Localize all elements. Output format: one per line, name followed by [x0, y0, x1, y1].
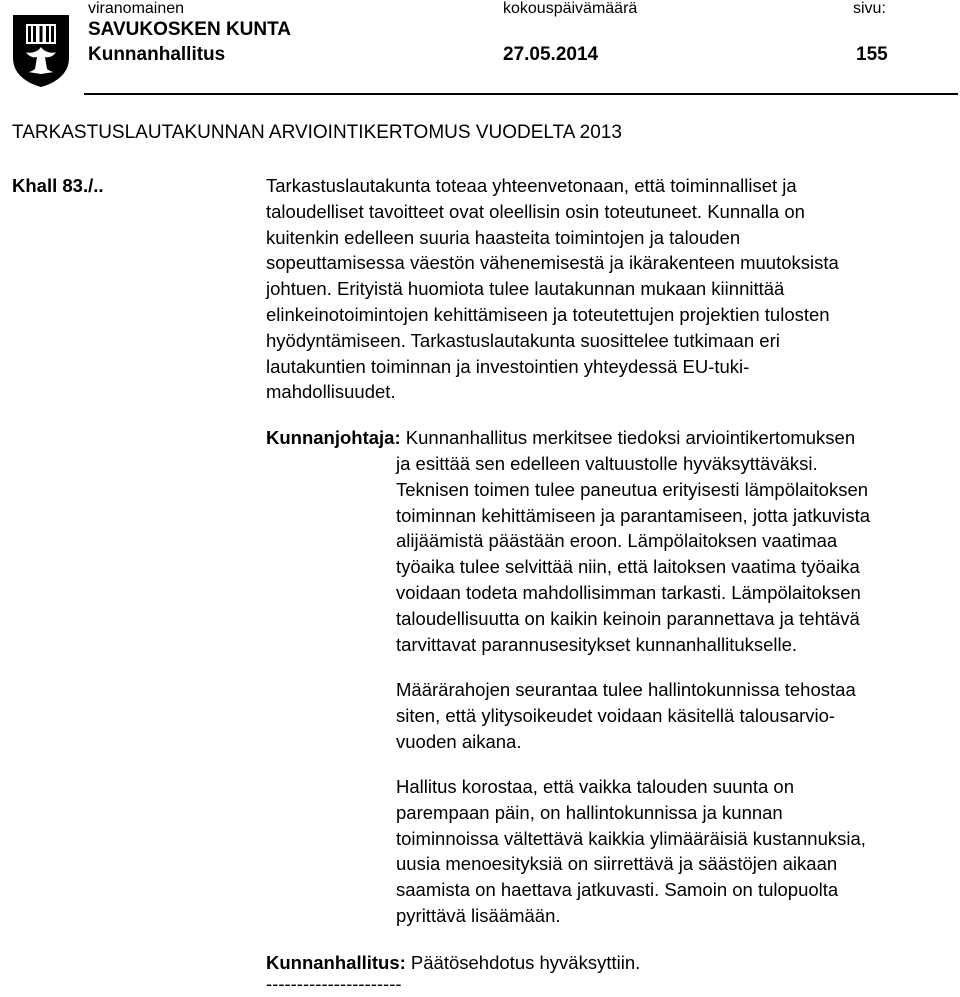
text-line: siten, että ylitysoikeudet voidaan käsitellä talousarvio- — [396, 704, 836, 726]
proposal-first-line — [266, 425, 960, 451]
budget-paragraph — [396, 677, 956, 754]
text-line: Määrärahojen seurantaa tulee hallintokunnissa tehostaa — [396, 679, 856, 700]
text-line: kuitenkin edelleen suuria haasteita toimintojen ja talouden — [266, 226, 741, 248]
separator-line: ---------------------- — [266, 973, 402, 994]
header-page-number: 155 — [856, 44, 888, 65]
proposal-label: Kunnanjohtaja: — [266, 427, 401, 448]
section-reference: Khall 83./.. — [12, 175, 104, 196]
header-date-label: kokouspäivämäärä — [503, 0, 638, 17]
text-line: parempaan päin, on hallintokunnissa ja kunnan — [396, 801, 783, 823]
text-line: saamista on haettava jatkuvasti. Samoin on tulopuolta — [396, 879, 839, 901]
document-title: TARKASTUSLAUTAKUNNAN ARVIOINTIKERTOMUS VUODELTA 2013 — [12, 122, 622, 143]
header-body: Kunnanhallitus — [88, 44, 226, 65]
header-doc-type-label: viranomainen — [88, 0, 185, 17]
text-line: hyödyntämiseen. Tarkastuslautakunta suosittelee tutkimaan eri — [266, 329, 780, 351]
decision-label: Kunnanhallitus: — [266, 952, 406, 973]
text-line: tarvittavat parannusesitykset kunnanhallitukselle. — [396, 633, 798, 655]
text-line: elinkeinotoimintojen kehittämiseen ja toteutettujen projektien tulosten — [266, 303, 830, 325]
text-line: toiminnoissa vältettävä kaikkia ylimääräisiä kustannuksia, — [396, 827, 866, 849]
text-line: sopeuttamisessa väestön vähenemisestä ja ikärakenteen muutoksista — [266, 252, 839, 274]
header-organization: SAVUKOSKEN KUNTA — [88, 19, 292, 40]
text-line: lautakuntien toiminnan ja investointien yhteydessä EU-tuki- — [266, 355, 750, 377]
text-line: uusia menoesityksiä on siirrettävä ja säästöjen aikaan — [396, 853, 838, 875]
header-divider — [84, 93, 958, 95]
text-line: Hallitus korostaa, että vaikka talouden suunta on — [396, 776, 794, 797]
header-date: 27.05.2014 — [503, 44, 599, 65]
text-line: Tarkastuslautakunta toteaa yhteenvetonaan, että toiminnalliset ja — [266, 175, 797, 196]
intro-paragraph — [266, 173, 956, 405]
text-line: taloudelliset tavoitteet ovat oleellisin osin toteutuneet. Kunnalla on — [266, 200, 805, 222]
text-line: johtuen. Erityistä huomiota tulee lautakunnan mukaan kiinnittää — [266, 278, 785, 300]
text-line: työaika tulee selvittää niin, että laitoksen vaatima työaika — [396, 556, 860, 578]
text-line: ja esittää sen edelleen valtuustolle hyväksyttäväksi. — [396, 453, 818, 474]
text-line: pyrittävä lisäämään. — [396, 904, 561, 926]
text-line: mahdollisuudet. — [266, 381, 396, 403]
text-line: taloudellisuutta on kaikin keinoin parannettava ja tehtävä — [396, 607, 860, 629]
decision-text: Päätösehdotus hyväksyttiin. — [410, 952, 641, 973]
text-line: voidaan todeta mahdollisimman tarkasti. Lämpölaitoksen — [396, 581, 861, 603]
municipality-crest-logo — [12, 14, 70, 88]
header-page-label: sivu: — [853, 0, 886, 17]
text-line: vuoden aikana. — [396, 730, 522, 752]
proposal-text: Kunnanhallitus merkitsee tiedoksi arviointikertomuksen — [405, 427, 856, 448]
text-line: alijäämistä päästään eroon. Lämpölaitoksen vaatimaa — [396, 530, 838, 552]
text-line: Teknisen toimen tulee paneutua erityisesti lämpölaitoksen — [396, 478, 869, 500]
board-paragraph — [396, 774, 956, 929]
text-line: toiminnan kehittämiseen ja parantamiseen, jotta jatkuvista — [396, 504, 871, 526]
proposal-paragraph — [396, 451, 956, 657]
